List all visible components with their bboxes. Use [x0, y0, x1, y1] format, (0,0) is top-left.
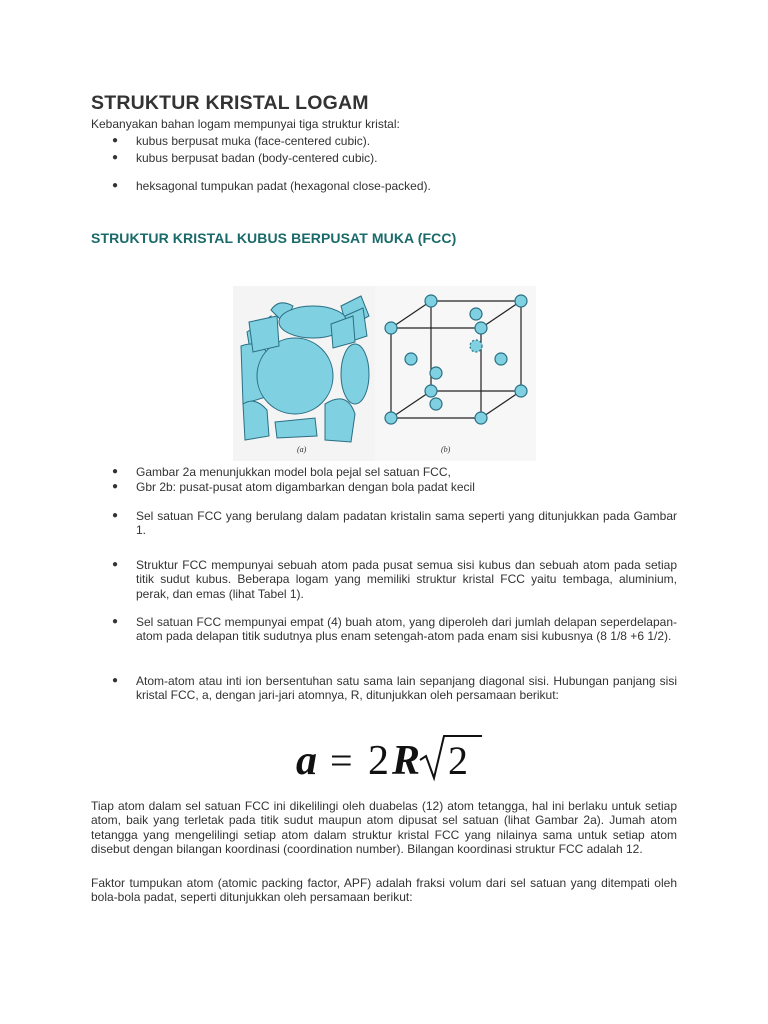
structure-item: kubus berpusat muka (face-centered cubic). — [136, 134, 371, 148]
formula-coefficient: 2 — [368, 738, 389, 784]
reduced-sphere-model — [375, 286, 536, 461]
bullet-icon: ● — [112, 466, 119, 477]
section-title: STRUKTUR KRISTAL KUBUS BERPUSAT MUKA (FCC) — [91, 230, 457, 246]
point-item: Gbr 2b: pusat-pusat atom digambarkan dengan bola padat kecil — [136, 480, 475, 494]
fcc-figure-svg — [233, 286, 536, 461]
hard-sphere-model — [233, 286, 375, 461]
bullet-icon: ● — [112, 616, 119, 627]
bullet-icon: ● — [112, 510, 119, 521]
bullet-icon: ● — [112, 481, 119, 492]
structure-item: heksagonal tumpukan padat (hexagonal close-packed). — [136, 179, 431, 193]
figure-label-b: (b) — [441, 445, 451, 454]
bullet-icon: ● — [112, 135, 119, 146]
formula-radicand: 2 — [448, 738, 468, 783]
paragraph-apf: Faktor tumpukan atom (atomic packing factor, APF) adalah fraksi volum dari sel satuan yang ditempati oleh bola-bola padat, seperti ditunjukkan oleh persamaan berikut: — [91, 876, 677, 905]
point-item: Sel satuan FCC mempunyai empat (4) buah atom, yang diperoleh dari jumlah delapan seperdelapan-atom pada delapan titik sudutnya plus enam setengah-atom pada enam sisi kubusnya (8 1/8 +6 1/2). — [136, 615, 677, 644]
paragraph-coordination: Tiap atom dalam sel satuan FCC ini dikelilingi oleh duabelas (12) atom tetangga, hal ini berlaku untuk setiap atom, baik yang terletak pada titik sudut maupun atom dipusat sel satuan (lihat Gambar 2a). Jumah atom tetangga yang mengelilingi setiap atom dalam struktur kristal FCC yang nilainya sama untuk setiap atom disebut dengan bilangan koordinasi (coordination number). Bilangan koordinasi struktur FCC adalah 12. — [91, 799, 677, 857]
bullet-icon: ● — [112, 675, 119, 686]
page-title: STRUKTUR KRISTAL LOGAM — [91, 92, 369, 114]
bullet-icon: ● — [112, 152, 119, 163]
formula-variable: R — [392, 738, 421, 784]
bullet-icon: ● — [112, 559, 119, 570]
intro-text: Kebanyakan bahan logam mempunyai tiga struktur kristal: — [91, 117, 400, 131]
formula-equals: = — [330, 738, 353, 783]
point-item: Struktur FCC mempunyai sebuah atom pada pusat semua sisi kubus dan sebuah atom pada setiap titik sudut kubus. Beberapa logam yang memiliki struktur kristal FCC yaitu tembaga, aluminium, perak, dan emas (lihat Tabel 1). — [136, 558, 677, 601]
point-item: Gambar 2a menunjukkan model bola pejal sel satuan FCC, — [136, 465, 451, 479]
point-item: Atom-atom atau inti ion bersentuhan satu sama lain sepanjang diagonal sisi. Hubungan panjang sisi kristal FCC, a, dengan jari-jari atomnya, R, ditunjukkan oleh persamaan berikut: — [136, 674, 677, 703]
bullet-icon: ● — [112, 180, 119, 191]
formula-svg — [294, 730, 484, 785]
lattice-formula — [294, 730, 484, 785]
point-item: Sel satuan FCC yang berulang dalam padatan kristalin sama seperti yang ditunjukkan pada Gambar 1. — [136, 509, 677, 538]
figure-label-a: (a) — [297, 445, 307, 454]
structure-item: kubus berpusat badan (body-centered cubic). — [136, 151, 378, 165]
fcc-figure — [233, 286, 536, 461]
formula-lhs: a — [296, 738, 317, 784]
